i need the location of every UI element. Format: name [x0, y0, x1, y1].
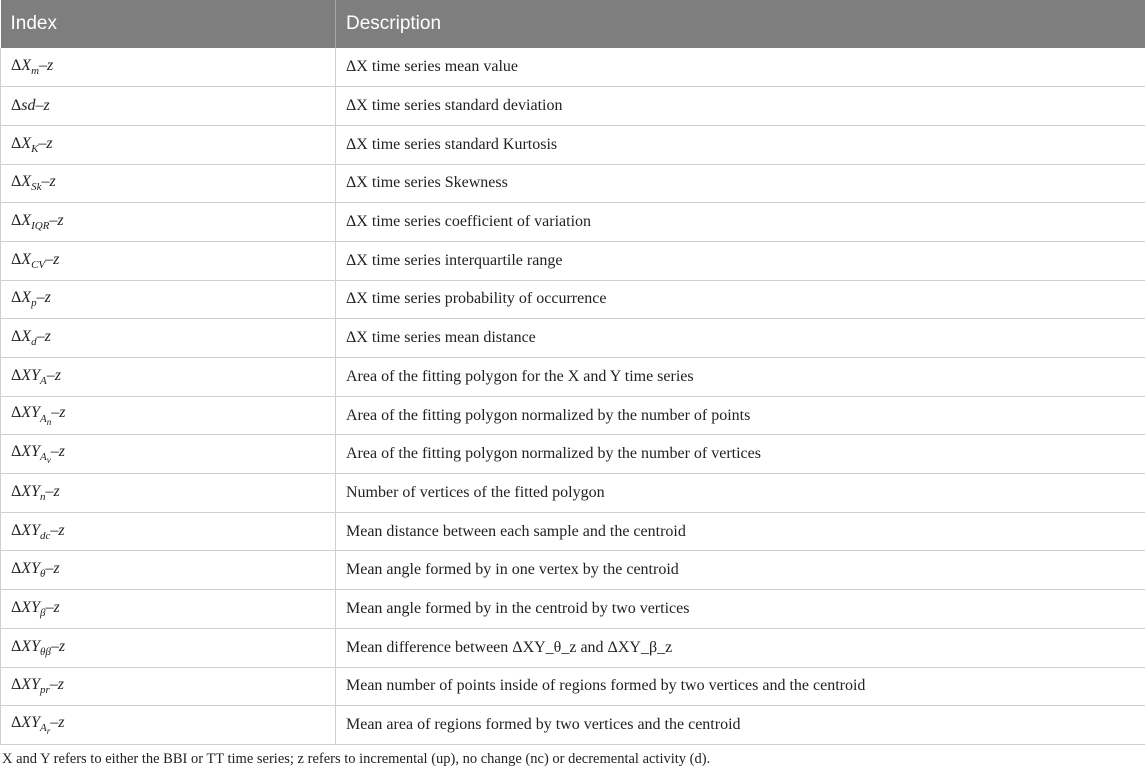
column-header-description: Description	[336, 0, 1145, 48]
index-cell: $\Delta XY_{A_r}-z$	[1, 706, 336, 745]
index-cell: $\Delta X_{CV}-z$	[1, 241, 336, 280]
column-header-index: Index	[1, 0, 336, 48]
index-cell: $\Delta XY_n-z$	[1, 474, 336, 513]
table-row	[1, 628, 1145, 667]
table-row	[1, 319, 1145, 358]
description-cell: Area of the fitting polygon normalized by the number of vertices	[336, 435, 1145, 474]
table-row	[1, 125, 1145, 164]
table-row	[1, 358, 1145, 397]
index-cell: $\Delta XY_{A_n}-z$	[1, 396, 336, 435]
table-row	[1, 396, 1145, 435]
index-cell: $\Delta X_{Sk}-z$	[1, 164, 336, 203]
description-cell: Area of the fitting polygon normalized by the number of points	[336, 396, 1145, 435]
index-cell: $\Delta XY_A-z$	[1, 358, 336, 397]
table-row	[1, 512, 1145, 551]
description-cell: ΔX time series probability of occurrence	[336, 280, 1145, 319]
index-cell: Δsd–z	[1, 87, 336, 126]
index-cell: $\Delta XY_{dc}-z$	[1, 512, 336, 551]
index-cell: $\Delta X_m-z$	[1, 48, 336, 87]
index-cell: $\Delta X_p-z$	[1, 280, 336, 319]
index-cell: $\Delta XY_{\theta\beta}-z$	[1, 628, 336, 667]
table-row	[1, 474, 1145, 513]
table-row	[1, 551, 1145, 590]
index-cell: $\Delta XY_\beta-z$	[1, 590, 336, 629]
description-cell: Mean difference between ΔXY_θ_z and ΔXY_β_z	[336, 628, 1145, 667]
table-row	[1, 87, 1145, 126]
index-cell: $\Delta XY_{A_v}-z$	[1, 435, 336, 474]
table-row	[1, 164, 1145, 203]
description-cell: Area of the fitting polygon for the X and Y time series	[336, 358, 1145, 397]
table-header-row	[1, 0, 1145, 48]
description-cell: ΔX time series standard deviation	[336, 87, 1145, 126]
description-cell: ΔX time series standard Kurtosis	[336, 125, 1145, 164]
table-row	[1, 590, 1145, 629]
description-cell: Mean number of points inside of regions formed by two vertices and the centroid	[336, 667, 1145, 706]
table-footnote: X and Y refers to either the BBI or TT time series; z refers to incremental (up), no change (nc) or decremental activity (d).	[2, 750, 711, 767]
description-cell: ΔX time series coefficient of variation	[336, 203, 1145, 242]
table-body	[1, 48, 1145, 744]
description-cell: Mean distance between each sample and the centroid	[336, 512, 1145, 551]
index-cell: $\Delta X_d-z$	[1, 319, 336, 358]
index-cell: $\Delta XY_{pr}-z$	[1, 667, 336, 706]
table-row	[1, 280, 1145, 319]
table-row	[1, 48, 1145, 87]
description-cell: Number of vertices of the fitted polygon	[336, 474, 1145, 513]
table-row	[1, 435, 1145, 474]
table-row	[1, 706, 1145, 745]
description-cell: Mean angle formed by in the centroid by two vertices	[336, 590, 1145, 629]
description-cell: Mean angle formed by in one vertex by the centroid	[336, 551, 1145, 590]
table-row	[1, 241, 1145, 280]
description-cell: ΔX time series Skewness	[336, 164, 1145, 203]
description-cell: ΔX time series interquartile range	[336, 241, 1145, 280]
index-cell: $\Delta X_{IQR}-z$	[1, 203, 336, 242]
index-cell: $\Delta X_K-z$	[1, 125, 336, 164]
description-cell: ΔX time series mean distance	[336, 319, 1145, 358]
table-row	[1, 203, 1145, 242]
description-cell: Mean area of regions formed by two vertices and the centroid	[336, 706, 1145, 745]
description-cell: ΔX time series mean value	[336, 48, 1145, 87]
table-row	[1, 667, 1145, 706]
index-cell: $\Delta XY_\theta-z$	[1, 551, 336, 590]
